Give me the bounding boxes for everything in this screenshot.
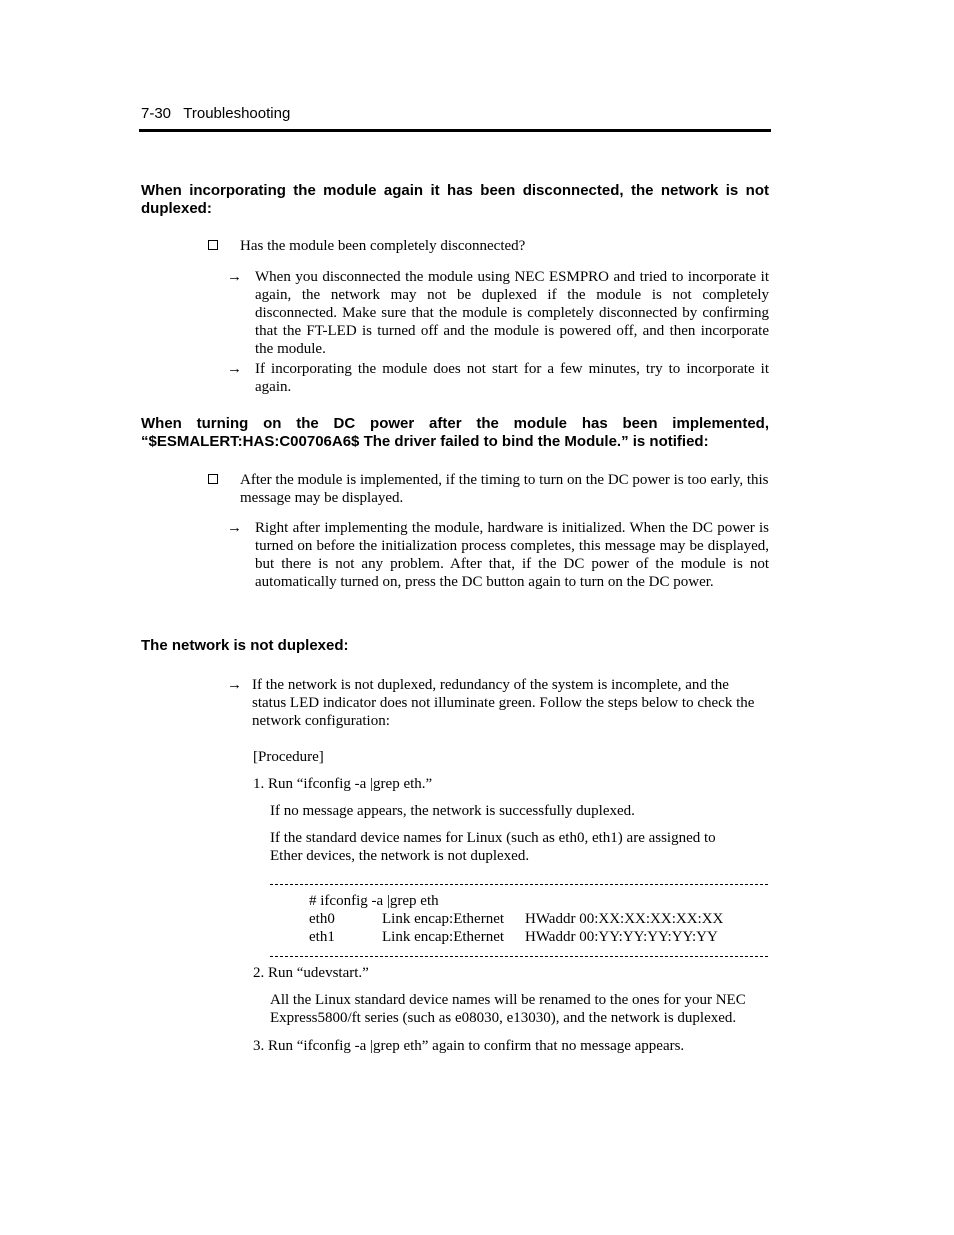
section1-answer-2: If incorporating the module does not start for a few minutes, try to incorporate it again. — [255, 361, 769, 395]
arrow-icon: → — [227, 361, 242, 377]
arrow-icon: → — [227, 677, 242, 693]
section-title: Troubleshooting — [183, 105, 291, 122]
code-command: # ifconfig -a |grep eth — [309, 893, 439, 909]
arrow-icon: → — [227, 269, 242, 285]
step-2-note: All the Linux standard device names will be renamed to the ones for your NEC Express5800/ft series (such as e08030, e13030), and the network is duplexed. — [270, 992, 746, 1026]
step-1-note-1: If no message appears, the network is successfully duplexed. — [270, 803, 635, 819]
step-1: 1. Run “ifconfig -a |grep eth.” — [253, 776, 433, 792]
section2-heading-line1: When turning on the DC power after the module has been implemented, — [141, 415, 769, 432]
code-divider-bottom — [270, 956, 768, 957]
code-row-hwaddr: HWaddr 00:YY:YY:YY:YY:YY — [525, 929, 718, 945]
checkbox-icon — [208, 474, 218, 484]
step-3: 3. Run “ifconfig -a |grep eth” again to confirm that no message appears. — [253, 1038, 685, 1054]
section3-intro: If the network is not duplexed, redundancy of the system is incomplete, and the status LED indicator does not illuminate green. Follow the steps below to check the network configuration: — [252, 677, 755, 729]
arrow-icon: → — [227, 520, 242, 536]
section2-heading-line2: “$ESMALERT:HAS:C00706A6$ The driver failed to bind the Module.” is notified: — [141, 433, 709, 450]
code-row-dev: eth1 — [309, 929, 335, 945]
section1-answer-1: When you disconnected the module using NEC ESMPRO and tried to incorporate it again, the network may not be duplexed if the module is not completely disconnected. Make sure that the module is completely disconnected by confirming that the FT-LED is turned off and the module is powered off, and then incorporate the module. — [255, 269, 769, 357]
code-row-link: Link encap:Ethernet — [382, 929, 505, 945]
step-1-note-2: If the standard device names for Linux (such as eth0, eth1) are assigned to Ether devices, the network is not duplexed. — [270, 830, 716, 864]
step-2: 2. Run “udevstart.” — [253, 965, 369, 981]
checkbox-icon — [208, 240, 218, 250]
section3-heading: The network is not duplexed: — [141, 637, 349, 654]
code-divider-top — [270, 884, 768, 885]
page-number: 7-30 — [141, 105, 172, 122]
code-row-link: Link encap:Ethernet — [382, 911, 505, 927]
code-row-dev: eth0 — [309, 911, 335, 927]
section2-answer: Right after implementing the module, hardware is initialized. When the DC power is turned on before the initialization process completes, this message may be displayed, but there is not any problem. After that, if the DC power of the module is not automatically turned on, press the DC button again to turn on the DC power. — [255, 520, 769, 590]
code-row-hwaddr: HWaddr 00:XX:XX:XX:XX:XX — [525, 911, 724, 927]
section1-heading: When incorporating the module again it has been disconnected, the network is not duplexed: — [141, 182, 769, 217]
page-header — [141, 105, 290, 122]
section1-check-item: Has the module been completely disconnected? — [240, 238, 526, 254]
section2-check-item: After the module is implemented, if the timing to turn on the DC power is too early, this message may be displayed. — [240, 472, 769, 506]
procedure-label: [Procedure] — [253, 749, 324, 765]
header-rule — [139, 129, 771, 132]
